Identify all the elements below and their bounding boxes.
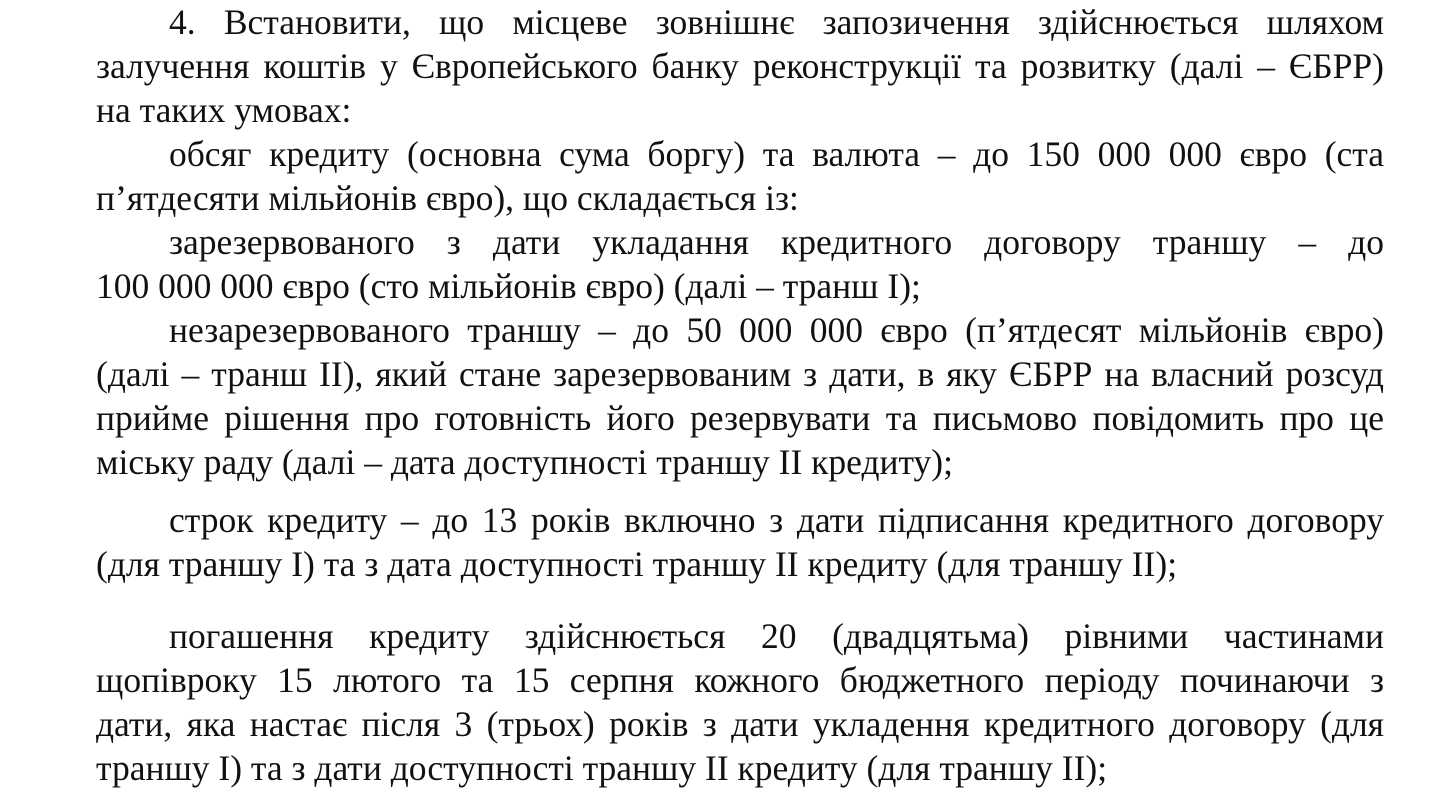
paragraph-tranche-2 [96,308,1384,484]
paragraph-clause-4 [96,0,1384,132]
text-line: дати, яка настає після 3 (трьох) років з дати укладення кредитного договору (для [96,704,1384,744]
text-line: на таких умовах: [96,90,352,130]
text-line: незарезервованого траншу – до 50 000 000 євро (п’ятдесят мільйонів євро) [169,310,1384,350]
paragraph-loan-amount [96,132,1384,220]
paragraph-tranche-1 [96,220,1384,308]
text-line: прийме рішення про готовність його резервувати та письмово повідомить про це [96,398,1384,438]
text-line: траншу I) та з дати доступності траншу II кредиту (для траншу II); [96,748,1108,788]
text-line: п’ятдесяти мільйонів євро), що складається із: [96,178,799,218]
text-line: залучення коштів у Європейського банку реконструкції та розвитку (далі – ЄБРР) [96,46,1384,86]
text-line: обсяг кредиту (основна сума боргу) та валюта – до 150 000 000 євро (ста [169,134,1384,174]
text-line: (для траншу I) та з дата доступності траншу II кредиту (для траншу II); [96,544,1178,584]
text-line: міську раду (далі – дата доступності траншу II кредиту); [96,442,953,482]
text-line: (далі – транш II), який стане зарезервованим з дати, в яку ЄБРР на власний розсуд [96,354,1384,394]
text-line: погашення кредиту здійснюється 20 (двадцятьма) рівними частинами [169,616,1384,656]
text-line: 100 000 000 євро (сто мільйонів євро) (далі – транш I); [96,266,921,306]
paragraph-loan-term [96,498,1384,586]
text-line: щопівроку 15 лютого та 15 серпня кожного бюджетного періоду починаючи з [96,660,1384,700]
text-line: 4. Встановити, що місцеве зовнішнє запозичення здійснюється шляхом [169,2,1384,42]
text-line: зарезервованого з дати укладання кредитного договору траншу – до [169,222,1384,262]
paragraph-repayment [96,614,1384,790]
text-line: строк кредиту – до 13 років включно з дати підписання кредитного договору [169,500,1384,540]
